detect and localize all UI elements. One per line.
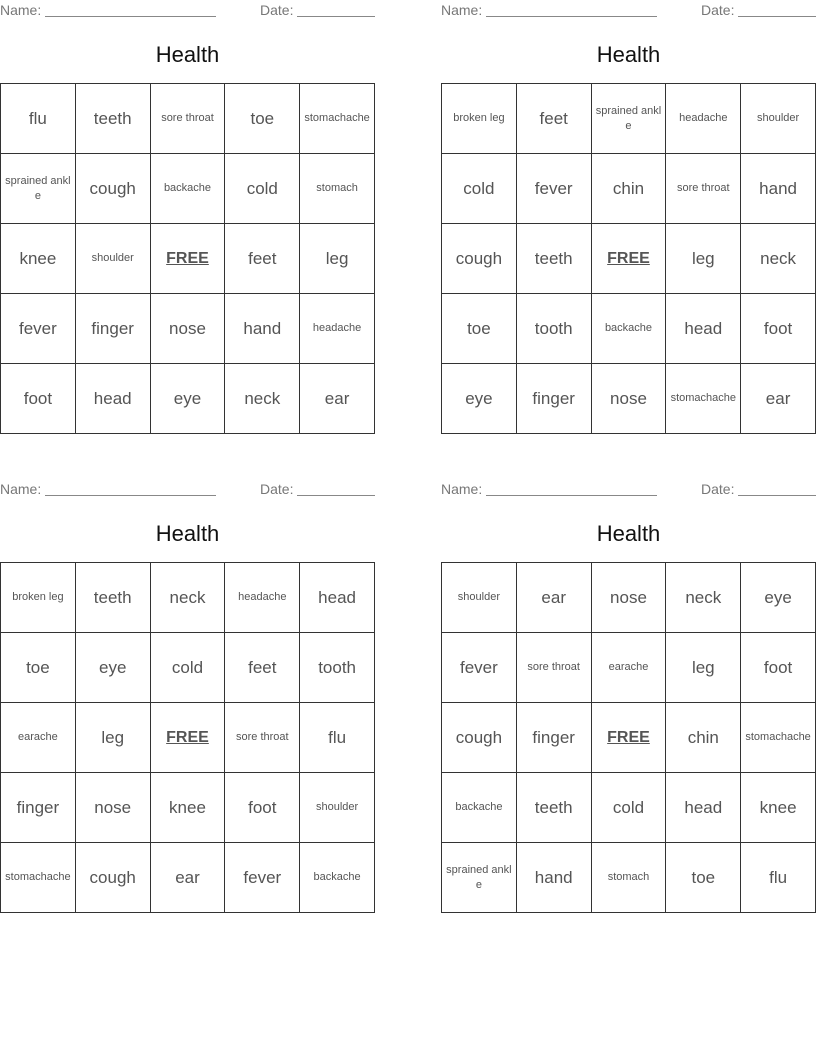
bingo-cell: cough [442,224,517,294]
bingo-cell: shoulder [75,224,150,294]
name-blank-line [486,16,657,17]
bingo-cell: headache [300,294,375,364]
bingo-cell: fever [225,843,300,913]
name-label: Name: [441,481,483,497]
bingo-grid [0,83,375,434]
bingo-cell: neck [666,563,741,633]
bingo-cell: eye [741,563,816,633]
name-label: Name: [0,2,42,18]
name-date-header [0,0,375,22]
bingo-cell: nose [591,563,666,633]
bingo-cell: nose [75,773,150,843]
bingo-cell: cold [442,154,517,224]
bingo-cell: flu [300,703,375,773]
name-blank-line [45,16,216,17]
date-blank-line [738,16,816,17]
bingo-cell: hand [741,154,816,224]
bingo-cell: knee [150,773,225,843]
date-blank-line [297,495,375,496]
bingo-cell: ear [150,843,225,913]
bingo-cell: flu [741,843,816,913]
bingo-cell: head [666,773,741,843]
bingo-cell: feet [225,224,300,294]
bingo-cell: feet [516,84,591,154]
bingo-row [442,364,816,434]
bingo-cell: leg [75,703,150,773]
bingo-cell: hand [225,294,300,364]
bingo-cell: stomach [300,154,375,224]
bingo-row [442,294,816,364]
free-space-cell: FREE [150,703,225,773]
bingo-cell: sore throat [150,84,225,154]
bingo-cell: headache [225,563,300,633]
bingo-cell: eye [150,364,225,434]
bingo-cell: teeth [516,773,591,843]
bingo-card [0,0,375,408]
bingo-cell: broken leg [442,84,517,154]
bingo-row [1,773,375,843]
bingo-row [442,224,816,294]
bingo-cell: sore throat [666,154,741,224]
bingo-cell: sore throat [225,703,300,773]
bingo-cell: finger [516,703,591,773]
bingo-cell: knee [1,224,76,294]
bingo-cell: knee [741,773,816,843]
bingo-cell: backache [442,773,517,843]
bingo-cell: fever [1,294,76,364]
bingo-cell: chin [666,703,741,773]
bingo-row [442,563,816,633]
bingo-cell: cough [442,703,517,773]
bingo-row [442,633,816,703]
bingo-row [1,364,375,434]
name-blank-line [486,495,657,496]
bingo-row [1,563,375,633]
bingo-cell: tooth [516,294,591,364]
bingo-cell: neck [225,364,300,434]
bingo-row [1,843,375,913]
bingo-cell: ear [741,364,816,434]
bingo-cell: stomachache [300,84,375,154]
bingo-cell: backache [300,843,375,913]
bingo-grid [441,83,816,434]
bingo-cell: cold [591,773,666,843]
bingo-cell: stomach [591,843,666,913]
bingo-cell: neck [741,224,816,294]
date-label: Date: [260,481,294,497]
bingo-cell: finger [1,773,76,843]
bingo-cell: shoulder [300,773,375,843]
bingo-cell: sprained ankle [442,843,517,913]
bingo-cell: foot [741,633,816,703]
bingo-cell: headache [666,84,741,154]
card-title: Health [155,521,220,546]
bingo-cell: ear [300,364,375,434]
bingo-cell: sprained ankle [591,84,666,154]
bingo-row [442,773,816,843]
bingo-row [1,84,375,154]
bingo-cell: ear [516,563,591,633]
name-label: Name: [441,2,483,18]
bingo-cell: nose [591,364,666,434]
bingo-row [442,84,816,154]
bingo-cell: leg [300,224,375,294]
bingo-cell: fever [516,154,591,224]
name-date-header [441,479,816,501]
free-space-cell: FREE [150,224,225,294]
bingo-cell: leg [666,633,741,703]
bingo-cell: toe [442,294,517,364]
bingo-cell: foot [741,294,816,364]
bingo-cell: flu [1,84,76,154]
bingo-cell: head [75,364,150,434]
bingo-cell: earache [1,703,76,773]
bingo-cell: sore throat [516,633,591,703]
date-blank-line [738,495,816,496]
bingo-row [1,633,375,703]
bingo-cell: eye [75,633,150,703]
bingo-cell: finger [75,294,150,364]
bingo-cell: finger [516,364,591,434]
bingo-row [442,154,816,224]
bingo-cell: backache [150,154,225,224]
bingo-row [1,703,375,773]
bingo-cell: foot [1,364,76,434]
bingo-card [441,479,816,891]
bingo-cell: stomachache [1,843,76,913]
bingo-cell: stomachache [666,364,741,434]
bingo-row [442,703,816,773]
card-title: Health [596,521,661,546]
bingo-cell: earache [591,633,666,703]
bingo-cell: teeth [516,224,591,294]
bingo-row [1,294,375,364]
date-label: Date: [701,2,735,18]
free-space-cell: FREE [591,703,666,773]
bingo-cell: neck [150,563,225,633]
bingo-cell: shoulder [741,84,816,154]
bingo-card [0,479,375,887]
bingo-cell: sprained ankle [1,154,76,224]
bingo-grid [0,562,375,913]
date-label: Date: [701,481,735,497]
bingo-cell: leg [666,224,741,294]
bingo-cell: cough [75,843,150,913]
bingo-row [1,224,375,294]
bingo-cell: head [300,563,375,633]
bingo-grid [441,562,816,913]
bingo-row [1,154,375,224]
bingo-cell: broken leg [1,563,76,633]
name-label: Name: [0,481,42,497]
bingo-cell: feet [225,633,300,703]
bingo-cell: cold [225,154,300,224]
bingo-cell: shoulder [442,563,517,633]
card-title: Health [155,42,220,67]
bingo-cell: toe [1,633,76,703]
bingo-cell: fever [442,633,517,703]
date-label: Date: [260,2,294,18]
bingo-cell: cough [75,154,150,224]
bingo-cell: head [666,294,741,364]
name-blank-line [45,495,216,496]
bingo-card [441,0,816,408]
free-space-cell: FREE [591,224,666,294]
name-date-header [0,479,375,501]
bingo-cell: cold [150,633,225,703]
bingo-cell: nose [150,294,225,364]
bingo-row [442,843,816,913]
bingo-cell: toe [666,843,741,913]
bingo-cell: teeth [75,84,150,154]
name-date-header [441,0,816,22]
bingo-cell: toe [225,84,300,154]
card-title: Health [596,42,661,67]
bingo-cell: foot [225,773,300,843]
bingo-cell: hand [516,843,591,913]
bingo-cell: chin [591,154,666,224]
bingo-cell: backache [591,294,666,364]
date-blank-line [297,16,375,17]
bingo-cell: eye [442,364,517,434]
bingo-cell: stomachache [741,703,816,773]
bingo-cell: tooth [300,633,375,703]
bingo-cell: teeth [75,563,150,633]
